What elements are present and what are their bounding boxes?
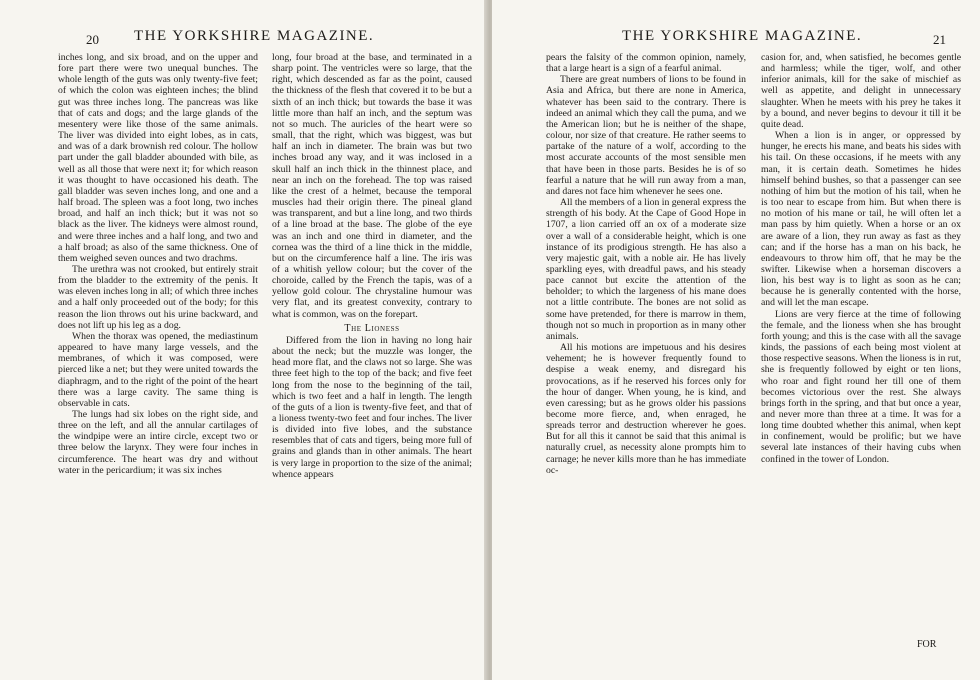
- left-column-1: [58, 52, 258, 476]
- paragraph: The urethra was not crooked, but entirely strait from the bladder to the extremity of the penis. It was eleven inches long in all; of which three inches and a half only proceeded out of the body; for this reason the lion throws out his urine backward, and does not lift up his leg as a dog.: [58, 263, 258, 331]
- left-page: [0, 0, 488, 680]
- catchword: FOR: [917, 639, 937, 650]
- left-column-2: [272, 52, 472, 480]
- left-page-number: 20: [86, 32, 99, 47]
- paragraph: pears the falsity of the common opinion, namely, that a large heart is a sign of a fearful animal.: [546, 52, 746, 75]
- left-running-head: THE YORKSHIRE MAGAZINE.: [134, 28, 375, 44]
- paragraph: When the thorax was opened, the mediastinum appeared to have many large vessels, and the membranes, of which it was composed, were pierced like a net; but they were united towards the diaphragm, and to the right of the point of the heart there was a large cavity. The same thing is observable in cats.: [58, 330, 258, 409]
- paragraph: There are great numbers of lions to be found in Asia and Africa, but there are none in America, whatever has been said to the contrary. There is indeed an animal which they call the puma, and we the American lion; but he is neither of the shape, colour, nor size of that creature. He rather seems to partake of the nature of a wolf, according to the most accurate accounts of the most sensible men that have been in those parts. Besides he is of so fearful a nature that he will run away from a man, and dares not face him whenever he sees one.: [546, 74, 746, 197]
- paragraph: The lungs had six lobes on the right side, and three on the left, and all the annular cartilages of the windpipe were an intire circle, except two or three below the larynx. They were four inches in circumference. The heart was dry and without water in the pericardium; it was six inches: [58, 409, 258, 476]
- paragraph: Differed from the lion in having no long hair about the neck; but the muzzle was longer, the head more flat, and the claws not so large. She was three feet high to the top of the back; and five feet long from the nose to the beginning of the tail, which is two feet and a half in length. The length of the guts of a lion is twenty-five feet, and that of a lioness twenty-two feet and four inches. The liver is divided into five lobes, and the substance resembles that of cats and tigers, being more full of grains and glands than in other animals. The heart is very large in proportion to the size of the animal; whence appears: [272, 334, 472, 480]
- right-column-1: [546, 52, 746, 476]
- paragraph: casion for, and, when satisfied, he becomes gentle and harmless; while the tiger, wolf, and other inferior animals, kill for the sake of mischief as well as appetite, and delight in unnecessary slaughter. When he meets with his prey he takes it by a bound, and never begins to devour it till it be quite dead.: [761, 52, 961, 130]
- paragraph: long, four broad at the base, and terminated in a sharp point. The ventricles were so large, that the right, which descended as far as the point, caused the thickness of the flesh that covered it to be but a sixth of an inch thick; but towards the base it was little more than half an inch, and the septum was not so much. The auricles of the heart were so small, that the right, which was biggest, was but half an inch in diameter. The brain was but two inches broad any way, and it was inclosed in a skull half an inch thick in the thinnest place, and near an inch on the forehead. The top was raised like the crest of a helmet, because the temporal muscles had their origin there. The pineal gland was transparent, and but a line long, and two thirds of a line broad at the base. The globe of the eye was an inch and one third in diameter, and the cornea was the third of a line thick in the middle, but on the circumference half a line. The iris was of a whitish yellow colour; but the cover of the choroide, called by the French the tapis, was of a yellow gold colour. The chrystaline humour was very flat, and its greatest convexity, contrary to what is common, was on the forepart.: [272, 52, 472, 320]
- paragraph: inches long, and six broad, and on the upper and fore part there were two unequal bunches. The whole length of the guts was only twenty-five feet; of which the colon was eighteen inches; the blind gut was three inches long. The pancreas was like that of cats and dogs; and the large glands of the mesentery were like those of the same animals. The liver was divided into eight lobes, as in cats, and was of a dark brownish red colour. The hollow part under the gall bladder abounded with bile, as well as all those that were next it; for which reason it was thought to have occasioned his death. The gall bladder was seven inches long, and one and a half broad. The spleen was a foot long, two inches broad, and half an inch thick; but it was not so black as the liver. The kidneys were almost round, and were three inches and a half long, and two and a half broad; as also of the same thickness. One of them weighed seven ounces and two drachms.: [58, 52, 258, 264]
- right-page: [492, 0, 980, 680]
- right-page-number: 21: [933, 32, 946, 47]
- paragraph: All the members of a lion in general express the strength of his body. At the Cape of Good Hope in 1707, a lion carried off an ox of a moderate size over a wall of a considerable height, which is one instance of its prodigious strength. He has also a very majestic gait, with a noble air. He has lively sparkling eyes, with dreadful paws, and his steady pace cannot but excite the attention of the beholder; to which the largeness of his mane does not a little contribute. The bones are not solid as some have pretended, for there is marrow in them, though not so much in proportion as in many other animals.: [546, 197, 746, 342]
- paragraph: Lions are very fierce at the time of following the female, and the lioness when she has brought forth young; and this is the case with all the savage kinds, the passions of each being most violent at those respective seasons. When the lioness is in rut, she is frequently followed by eight or ten lions, who roar and fight round her till one of them becomes victorious over the rest. She always brings forth in the spring, and that but once a year, and never more than three at a time. It was for a long time doubted whether this animal, when kept in confinement, would be prolific; but we have several late instances of their having cubs when confined in the tower of London.: [761, 308, 961, 465]
- section-heading-lioness: The Lioness: [344, 322, 400, 334]
- right-column-2: [761, 52, 961, 465]
- right-running-head: THE YORKSHIRE MAGAZINE.: [622, 28, 863, 44]
- paragraph: When a lion is in anger, or oppressed by hunger, he erects his mane, and beats his sides with his tail. On these occasions, if he meets with any man, it is certain death. Sometimes he hides himself behind bushes, so that a passenger can see nothing of him but the motion of his tail, when he is too near to escape from him. But when there is no motion of his mane or tail, he will often let a man pass by him quietly. When a horse or an ox are aware of a lion, they run away as fast as they can; and if the horse has a man on his back, he endeavours to throw him off, that he may be the swifter. Likewise when a horseman discovers a lion, his best way is to light as soon as he can; because he is generally contented with the horse, and will let the man escape.: [761, 130, 961, 309]
- paragraph: All his motions are impetuous and his desires vehement; he is however frequently found to despise a weak enemy, and disregard his provocations, as if he reserved his forces only for the hour of danger. When young, he is kind, and even caressing; but as he grows older his passions become more fierce, and, when enraged, he spreads terror and destruction wherever he goes. But for all this it cannot be said that this animal is naturally cruel, as necessity alone prompts him to carnage; he never kills more than he has immediate oc-: [546, 342, 746, 476]
- left-page-header: [0, 28, 488, 50]
- right-page-header: [492, 28, 980, 50]
